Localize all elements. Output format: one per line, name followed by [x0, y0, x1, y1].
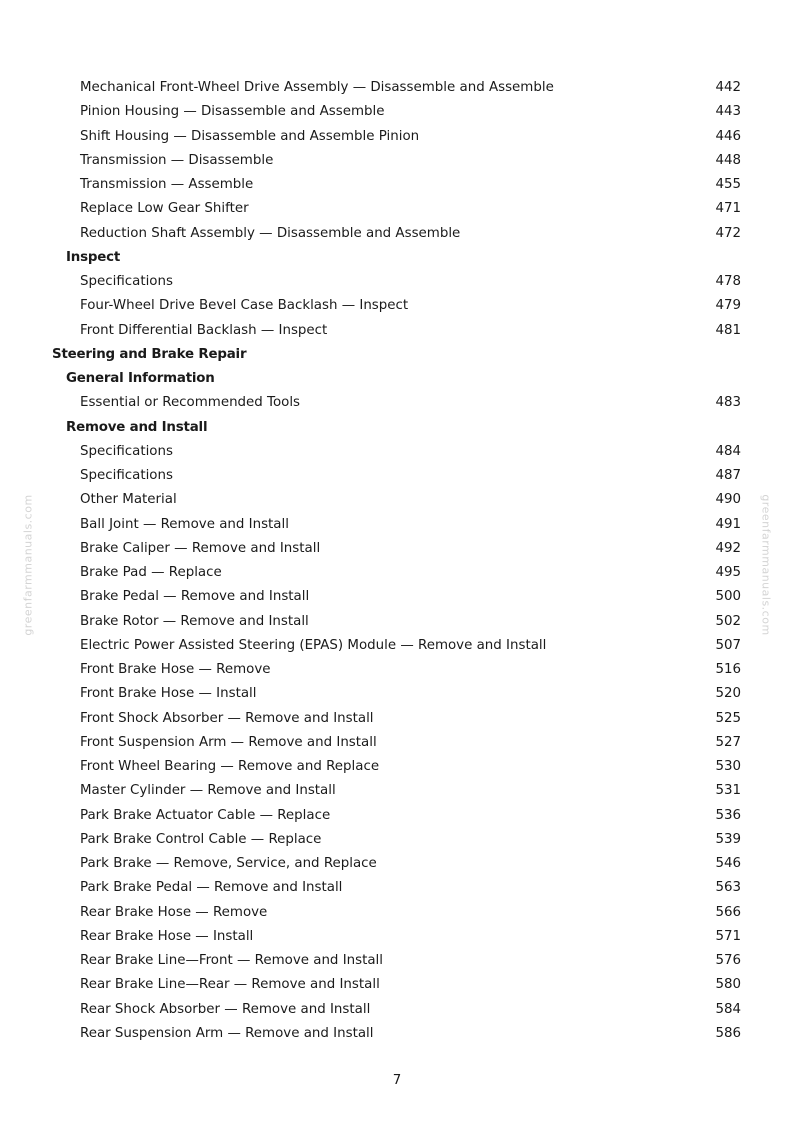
toc-page-number: 487 — [715, 468, 741, 483]
toc-title: Park Brake Pedal — Remove and Install — [80, 880, 343, 896]
toc-title: Inspect — [66, 249, 121, 265]
toc-title: Specifications — [80, 468, 173, 483]
watermark-right: greenfarmmanuals.com — [759, 494, 773, 636]
toc-entry[interactable] — [0, 804, 794, 828]
toc-page-number: 502 — [715, 613, 741, 629]
toc-chapter — [0, 343, 794, 367]
toc-page-number: 531 — [715, 783, 741, 799]
toc-title: Park Brake Control Cable — Replace — [80, 831, 322, 847]
toc-title: Rear Brake Line—Rear — Remove and Install — [80, 977, 380, 993]
toc-entry[interactable] — [0, 998, 794, 1022]
toc-title: Front Shock Absorber — Remove and Install — [80, 710, 374, 726]
toc-title: Specifications — [80, 443, 173, 459]
toc-entry[interactable] — [0, 949, 794, 973]
toc-entry[interactable] — [0, 513, 794, 537]
toc-entry[interactable] — [0, 731, 794, 755]
toc-page-number: 566 — [715, 904, 741, 920]
toc-title: Brake Caliper — Remove and Install — [80, 540, 321, 556]
toc-page-number: 580 — [715, 977, 741, 993]
table-of-contents — [0, 76, 794, 1046]
toc-page-number: 491 — [715, 516, 741, 532]
toc-entry[interactable] — [0, 707, 794, 731]
toc-title: Rear Brake Hose — Remove — [80, 904, 268, 920]
toc-title: Essential or Recommended Tools — [80, 395, 301, 411]
toc-page-number: 442 — [715, 80, 741, 95]
toc-title: Four-Wheel Drive Bevel Case Backlash — Inspect — [80, 298, 409, 314]
toc-entry[interactable] — [0, 828, 794, 852]
toc-title: Shift Housing — Disassemble and Assemble Pinion — [80, 128, 420, 144]
toc-page-number: 584 — [715, 1001, 741, 1017]
toc-page-number: 471 — [715, 201, 741, 217]
toc-page-number: 525 — [715, 710, 741, 726]
toc-page-number: 500 — [715, 589, 741, 605]
toc-entry[interactable] — [0, 585, 794, 609]
toc-title: Brake Pad — Replace — [80, 565, 222, 580]
toc-page-number: 455 — [715, 177, 741, 192]
toc-entry[interactable] — [0, 270, 794, 294]
toc-page-number: 492 — [715, 540, 741, 556]
toc-entry[interactable] — [0, 925, 794, 949]
toc-page-number: 530 — [715, 759, 741, 774]
toc-entry[interactable] — [0, 173, 794, 197]
toc-title: General Information — [66, 371, 215, 386]
toc-title: Master Cylinder — Remove and Install — [80, 783, 336, 799]
toc-title: Specifications — [80, 274, 173, 289]
toc-title: Park Brake Actuator Cable — Replace — [80, 807, 331, 823]
toc-page-number: 571 — [715, 928, 741, 944]
toc-page-number: 546 — [715, 856, 741, 871]
toc-title: Steering and Brake Repair — [52, 346, 247, 362]
toc-section — [0, 246, 794, 270]
toc-page-number: 536 — [715, 807, 741, 823]
toc-entry[interactable] — [0, 537, 794, 561]
toc-title: Front Wheel Bearing — Remove and Replace — [80, 759, 380, 774]
toc-entry[interactable] — [0, 682, 794, 706]
toc-title: Front Brake Hose — Install — [80, 686, 257, 702]
toc-entry[interactable] — [0, 76, 794, 100]
toc-entry[interactable] — [0, 973, 794, 997]
toc-page-number: 479 — [715, 298, 741, 314]
watermark-left: greenfarmmanuals.com — [21, 494, 35, 636]
toc-entry[interactable] — [0, 100, 794, 124]
toc-title: Electric Power Assisted Steering (EPAS) Module — Remove and Install — [80, 637, 547, 653]
toc-entry[interactable] — [0, 222, 794, 246]
toc-entry[interactable] — [0, 658, 794, 682]
toc-page-number: 446 — [715, 128, 741, 144]
toc-title: Front Suspension Arm — Remove and Install — [80, 734, 377, 750]
toc-title: Remove and Install — [66, 419, 208, 435]
toc-title: Reduction Shaft Assembly — Disassemble and Assemble — [80, 225, 461, 241]
toc-title: Brake Rotor — Remove and Install — [80, 613, 309, 629]
toc-title: Ball Joint — Remove and Install — [80, 516, 289, 532]
page-number: 7 — [392, 1073, 402, 1088]
toc-entry[interactable] — [0, 755, 794, 779]
toc-page-number: 507 — [715, 637, 741, 653]
toc-title: Front Differential Backlash — Inspect — [80, 322, 328, 338]
toc-page-number: 443 — [715, 104, 741, 120]
toc-page-number: 576 — [715, 953, 741, 968]
toc-title: Transmission — Disassemble — [80, 152, 274, 168]
toc-page-number: 527 — [715, 734, 741, 750]
toc-title: Rear Brake Hose — Install — [80, 928, 254, 944]
toc-page-number: 490 — [715, 492, 741, 508]
toc-page-number: 586 — [715, 1025, 741, 1041]
toc-page-number: 495 — [715, 565, 741, 580]
toc-entry[interactable] — [0, 852, 794, 876]
toc-entry[interactable] — [0, 488, 794, 512]
toc-title: Front Brake Hose — Remove — [80, 662, 271, 677]
toc-title: Rear Suspension Arm — Remove and Install — [80, 1025, 374, 1041]
toc-title: Replace Low Gear Shifter — [80, 201, 249, 217]
toc-section — [0, 367, 794, 391]
toc-entry[interactable] — [0, 1022, 794, 1046]
toc-page-number: 472 — [715, 225, 741, 241]
toc-page-number: 484 — [715, 443, 741, 459]
toc-entry[interactable] — [0, 391, 794, 415]
toc-entry[interactable] — [0, 876, 794, 900]
toc-page-number: 483 — [715, 395, 741, 411]
toc-entry[interactable] — [0, 634, 794, 658]
toc-title: Brake Pedal — Remove and Install — [80, 589, 310, 605]
toc-title: Other Material — [80, 492, 177, 508]
toc-entry[interactable] — [0, 610, 794, 634]
toc-page-number: 481 — [715, 322, 741, 338]
toc-page-number: 520 — [715, 686, 741, 702]
toc-title: Park Brake — Remove, Service, and Replace — [80, 856, 377, 871]
toc-entry[interactable] — [0, 149, 794, 173]
toc-entry[interactable] — [0, 779, 794, 803]
toc-entry[interactable] — [0, 294, 794, 318]
toc-entry[interactable] — [0, 197, 794, 221]
toc-entry[interactable] — [0, 440, 794, 464]
toc-section — [0, 416, 794, 440]
toc-page-number: 539 — [715, 831, 741, 847]
toc-page-number: 563 — [715, 880, 741, 896]
toc-entry[interactable] — [0, 464, 794, 488]
toc-entry[interactable] — [0, 125, 794, 149]
toc-page-number: 448 — [715, 152, 741, 168]
toc-entry[interactable] — [0, 901, 794, 925]
toc-title: Mechanical Front-Wheel Drive Assembly — Disassemble and Assemble — [80, 80, 554, 95]
toc-entry[interactable] — [0, 561, 794, 585]
toc-title: Pinion Housing — Disassemble and Assemble — [80, 104, 385, 120]
toc-title: Rear Brake Line—Front — Remove and Install — [80, 953, 384, 968]
toc-page-number: 516 — [715, 662, 741, 677]
toc-page-number: 478 — [715, 274, 741, 289]
toc-entry[interactable] — [0, 319, 794, 343]
toc-title: Rear Shock Absorber — Remove and Install — [80, 1001, 371, 1017]
toc-title: Transmission — Assemble — [80, 177, 254, 192]
